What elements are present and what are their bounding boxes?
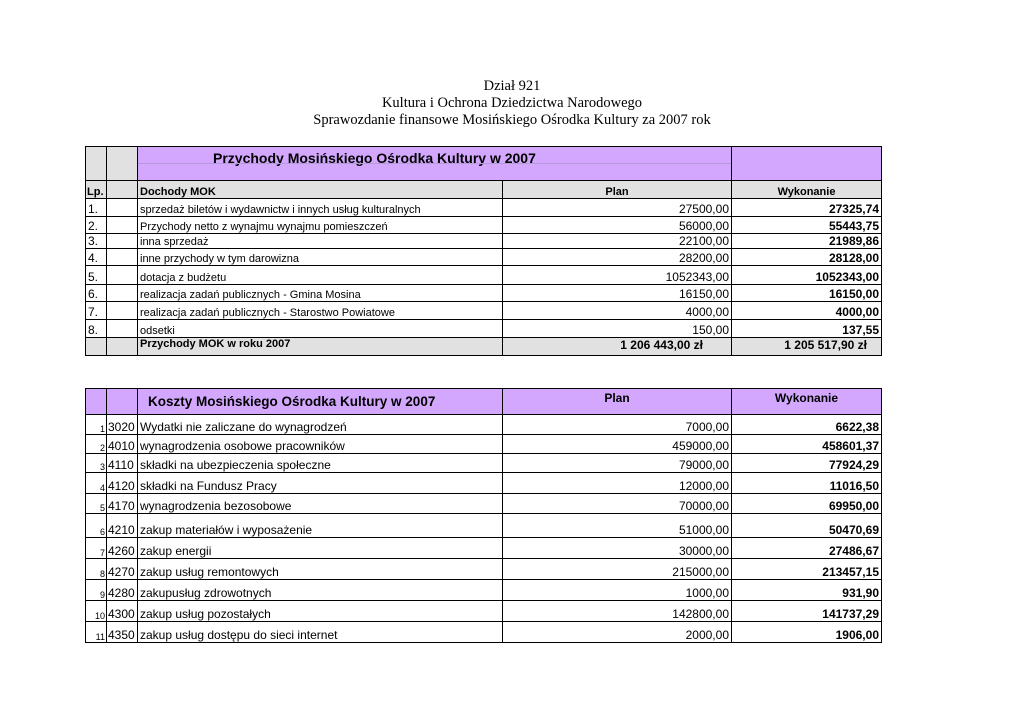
- table-row: [86, 302, 882, 320]
- row-exec: 213457,15: [732, 559, 882, 580]
- row-lp: 2.: [86, 217, 107, 234]
- income-title-spacer: [86, 147, 107, 181]
- row-code: 4110: [107, 454, 138, 473]
- row-exec: 1906,00: [732, 622, 882, 643]
- row-plan: 1052343,00: [503, 266, 732, 285]
- costs-title: Koszty Mosińskiego Ośrodka Kultury w 2007: [138, 389, 503, 415]
- costs-header-row: [86, 389, 882, 415]
- row-desc: Wydatki nie zaliczane do wynagrodzeń: [138, 415, 503, 435]
- row-lp: 5.: [86, 266, 107, 285]
- row-index: 11: [86, 622, 107, 643]
- row-plan: 22100,00: [503, 234, 732, 249]
- row-index: 1: [86, 415, 107, 435]
- row-index: 9: [86, 580, 107, 601]
- table-row: [86, 234, 882, 249]
- table-row: [86, 580, 882, 601]
- row-plan: 4000,00: [503, 302, 732, 320]
- col-desc-header: Dochody MOK: [138, 181, 503, 199]
- income-title-row: [86, 147, 882, 181]
- total-plan: 1 206 443,00 zł: [503, 338, 732, 356]
- table-row: [86, 473, 882, 494]
- row-index: 4: [86, 473, 107, 494]
- table-row: [86, 435, 882, 454]
- row-empty: [107, 234, 138, 249]
- row-desc: wynagrodzenia osobowe pracowników: [138, 435, 503, 454]
- row-code: 4170: [107, 494, 138, 514]
- col-empty-header: [107, 181, 138, 199]
- row-exec: 77924,29: [732, 454, 882, 473]
- row-desc: realizacja zadań publicznych - Starostwo Powiatowe: [138, 302, 503, 320]
- row-desc: zakupusług zdrowotnych: [138, 580, 503, 601]
- row-lp: 3.: [86, 234, 107, 249]
- table-row: [86, 514, 882, 538]
- row-plan: 51000,00: [503, 514, 732, 538]
- table-row: [86, 622, 882, 643]
- row-lp: 7.: [86, 302, 107, 320]
- row-desc: zakup usług dostępu do sieci internet: [138, 622, 503, 643]
- table-row: [86, 538, 882, 559]
- row-code: 3020: [107, 415, 138, 435]
- row-empty: [107, 217, 138, 234]
- row-plan: 1000,00: [503, 580, 732, 601]
- row-exec: 11016,50: [732, 473, 882, 494]
- row-index: 3: [86, 454, 107, 473]
- row-plan: 7000,00: [503, 415, 732, 435]
- row-desc: inna sprzedaż: [138, 234, 503, 249]
- row-plan: 79000,00: [503, 454, 732, 473]
- income-title-spacer: [107, 147, 138, 181]
- row-exec: 16150,00: [732, 285, 882, 302]
- income-title-spacer: [732, 147, 882, 181]
- row-desc: składki na Fundusz Pracy: [138, 473, 503, 494]
- row-exec: 28128,00: [732, 249, 882, 266]
- income-total-row: [86, 338, 882, 356]
- row-plan: 70000,00: [503, 494, 732, 514]
- row-lp: 4.: [86, 249, 107, 266]
- row-desc: zakup energii: [138, 538, 503, 559]
- section-title: Dział 921: [483, 78, 541, 94]
- row-plan: 27500,00: [503, 199, 732, 217]
- col-plan-header: Plan: [503, 181, 732, 199]
- costs-header-spacer: [107, 389, 138, 415]
- total-exec: 1 205 517,90 zł: [732, 338, 882, 356]
- costs-table: [85, 388, 882, 643]
- row-desc: odsetki: [138, 320, 503, 338]
- row-empty: [107, 285, 138, 302]
- income-title: Przychody Mosińskiego Ośrodka Kultury w 2007: [138, 147, 732, 181]
- total-label: Przychody MOK w roku 2007: [138, 338, 503, 356]
- row-exec: 141737,29: [732, 601, 882, 622]
- row-code: 4120: [107, 473, 138, 494]
- row-code: 4260: [107, 538, 138, 559]
- row-plan: 56000,00: [503, 217, 732, 234]
- income-table: [85, 146, 882, 356]
- table-row: [86, 266, 882, 285]
- row-desc: zakup usług remontowych: [138, 559, 503, 580]
- row-index: 6: [86, 514, 107, 538]
- row-exec: 458601,37: [732, 435, 882, 454]
- section-subtitle: Kultura i Ochrona Dziedzictwa Narodowego: [381, 95, 643, 111]
- table-row: [86, 249, 882, 266]
- row-code: 4350: [107, 622, 138, 643]
- row-plan: 2000,00: [503, 622, 732, 643]
- row-code: 4280: [107, 580, 138, 601]
- costs-col-plan-header: Plan: [503, 389, 732, 415]
- row-index: 7: [86, 538, 107, 559]
- row-exec: 55443,75: [732, 217, 882, 234]
- col-exec-header: Wykonanie: [732, 181, 882, 199]
- row-empty: [107, 249, 138, 266]
- total-empty: [86, 338, 107, 356]
- table-row: [86, 199, 882, 217]
- row-empty: [107, 199, 138, 217]
- row-desc: zakup usług pozostałych: [138, 601, 503, 622]
- row-exec: 69950,00: [732, 494, 882, 514]
- row-desc: dotacja z budżetu: [138, 266, 503, 285]
- row-exec: 931,90: [732, 580, 882, 601]
- table-row: [86, 285, 882, 302]
- row-exec: 4000,00: [732, 302, 882, 320]
- table-row: [86, 494, 882, 514]
- row-lp: 6.: [86, 285, 107, 302]
- row-plan: 28200,00: [503, 249, 732, 266]
- row-empty: [107, 302, 138, 320]
- row-index: 5: [86, 494, 107, 514]
- row-code: 4210: [107, 514, 138, 538]
- row-empty: [107, 266, 138, 285]
- row-lp: 1.: [86, 199, 107, 217]
- row-desc: wynagrodzenia bezosobowe: [138, 494, 503, 514]
- row-plan: 142800,00: [503, 601, 732, 622]
- row-exec: 27486,67: [732, 538, 882, 559]
- row-empty: [107, 320, 138, 338]
- row-lp: 8.: [86, 320, 107, 338]
- row-desc: Przychody netto z wynajmu wynajmu pomieszczeń: [138, 217, 503, 234]
- table-row: [86, 601, 882, 622]
- table-row: [86, 217, 882, 234]
- row-desc: składki na ubezpieczenia społeczne: [138, 454, 503, 473]
- row-desc: realizacja zadań publicznych - Gmina Mosina: [138, 285, 503, 302]
- row-index: 2: [86, 435, 107, 454]
- table-row: [86, 559, 882, 580]
- costs-header-spacer: [86, 389, 107, 415]
- total-empty: [107, 338, 138, 356]
- row-exec: 6622,38: [732, 415, 882, 435]
- table-row: [86, 320, 882, 338]
- row-index: 10: [86, 601, 107, 622]
- row-exec: 50470,69: [732, 514, 882, 538]
- row-exec: 27325,74: [732, 199, 882, 217]
- row-desc: inne przychody w tym darowizna: [138, 249, 503, 266]
- row-plan: 12000,00: [503, 473, 732, 494]
- row-plan: 459000,00: [503, 435, 732, 454]
- row-index: 8: [86, 559, 107, 580]
- row-plan: 16150,00: [503, 285, 732, 302]
- row-desc: sprzedaż biletów i wydawnictw i innych usług kulturalnych: [138, 199, 503, 217]
- table-row: [86, 454, 882, 473]
- row-code: 4270: [107, 559, 138, 580]
- document-header: [0, 78, 1024, 129]
- costs-col-exec-header: Wykonanie: [732, 389, 882, 415]
- row-plan: 150,00: [503, 320, 732, 338]
- income-header-row: [86, 181, 882, 199]
- row-desc: zakup materiałów i wyposażenie: [138, 514, 503, 538]
- row-exec: 21989,86: [732, 234, 882, 249]
- row-exec: 1052343,00: [732, 266, 882, 285]
- table-row: [86, 415, 882, 435]
- row-exec: 137,55: [732, 320, 882, 338]
- row-plan: 30000,00: [503, 538, 732, 559]
- col-lp-header: Lp.: [86, 181, 107, 199]
- row-code: 4010: [107, 435, 138, 454]
- report-title: Sprawozdanie finansowe Mosińskiego Ośrodka Kultury za 2007 rok: [313, 112, 711, 128]
- row-code: 4300: [107, 601, 138, 622]
- row-plan: 215000,00: [503, 559, 732, 580]
